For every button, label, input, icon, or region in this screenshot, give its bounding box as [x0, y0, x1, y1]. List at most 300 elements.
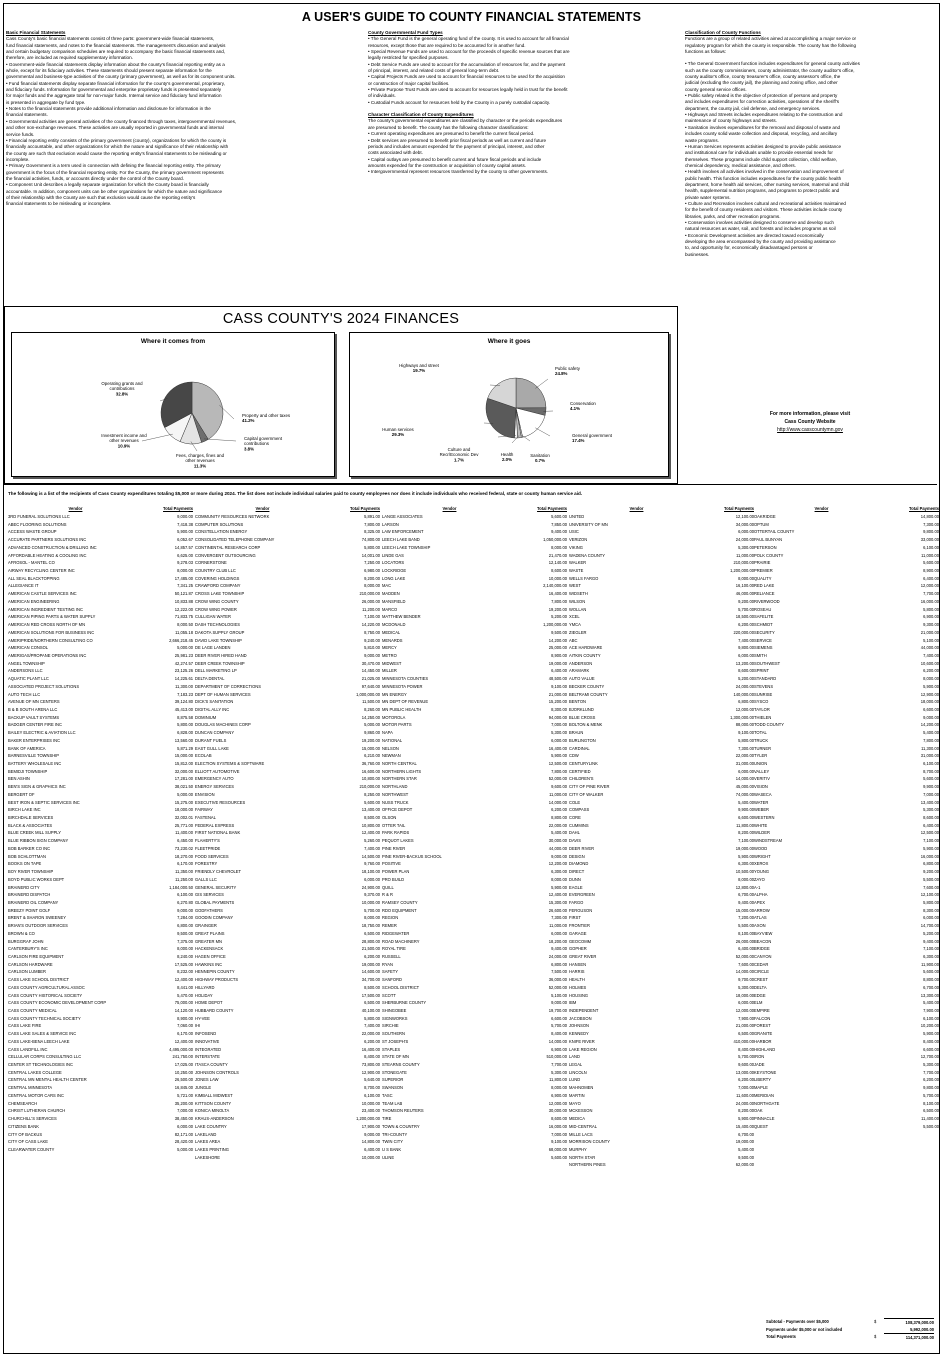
vendor-name: IBM: [569, 1000, 577, 1006]
vendor-name: BERGERT OF: [8, 791, 35, 797]
vendor-amount: 5,600.00: [923, 560, 939, 566]
vendor-row: [754, 953, 939, 961]
vendor-amount: 8,800.00: [923, 977, 939, 983]
vendor-row: [569, 806, 754, 814]
vendor-name: HARRIS: [569, 969, 585, 975]
pie-label: Operating grants and: [101, 381, 143, 386]
vendor-amount: 9,600.00: [738, 1062, 754, 1068]
vendor-amount: 5,000.00: [364, 722, 380, 728]
vendor-row: [569, 899, 754, 907]
vendor-row: [195, 999, 380, 1007]
vendor-row: [8, 961, 193, 969]
vendor-row: [195, 621, 380, 629]
vendor-amount: 6,700.00: [738, 892, 754, 898]
vendor-amount: 10,200.00: [920, 1023, 939, 1029]
vendor-amount: 6,600.00: [923, 1046, 939, 1052]
vendor-row: [754, 528, 939, 536]
vendor-row: [382, 930, 567, 938]
revenue-chart-panel: [11, 332, 335, 477]
vendor-name: GRAINGER: [195, 923, 217, 929]
vendor-amount: 5,700.00: [551, 1023, 567, 1029]
vendor-name: SERVICE: [754, 637, 772, 643]
vendor-amount: 10,500.00: [735, 869, 754, 875]
vendor-name: QUALITY: [754, 575, 772, 581]
fund-types-body: [368, 36, 673, 106]
vendor-row: [754, 637, 939, 645]
vendor-name: FLAHERTY'S: [195, 838, 220, 844]
text-line: the financial activities, funds, or accounts directly under the control of the County board.: [6, 175, 184, 181]
vendor-column-4: [569, 506, 754, 1169]
vendor-name: FOREST: [754, 1023, 771, 1029]
vendor-amount: 14,000.00: [548, 1038, 567, 1044]
vendor-row: [195, 1046, 380, 1054]
vendor-name: LARSON: [382, 521, 399, 527]
vendor-name: TRUCK: [754, 737, 769, 743]
vendor-amount: 5,800.00: [364, 544, 380, 550]
vendor-row: [754, 930, 939, 938]
vendor-row: [754, 629, 939, 637]
vendor-amount: 8,250.00: [364, 791, 380, 797]
vendor-row: [569, 1154, 754, 1162]
vendor-amount: 1,050,000.00: [543, 537, 567, 543]
vendor-name: DELL MARKETING LP: [195, 668, 237, 674]
vendor-name: VIKING: [569, 544, 583, 550]
vendor-amount: 1,184,000.50: [169, 884, 193, 890]
vendor-amount: 25,000.00: [548, 645, 567, 651]
vendor-row: [569, 930, 754, 938]
pie-label: 32.8%: [115, 391, 129, 397]
vendor-amount: 7,700.00: [551, 1062, 567, 1068]
vendor-amount: 12,900.00: [361, 1069, 380, 1075]
vendor-name: GIS SERVICES: [195, 892, 224, 898]
vendor-name: AXON: [754, 923, 766, 929]
vendor-amount: 8,400.00: [551, 1031, 567, 1037]
vendor-row: [8, 606, 193, 614]
vendor-row: [195, 582, 380, 590]
vendor-row: [195, 876, 380, 884]
vendor-amount: 73,230.02: [174, 845, 193, 851]
vendor-name: LEECH LAKE BAND: [382, 537, 420, 543]
vendor-row: [195, 783, 380, 791]
pie-label: 29.3%: [391, 432, 405, 438]
vendor-name: CASS COUNTY MEDICAL: [8, 1008, 57, 1013]
vendor-amount: 44,000.00: [920, 645, 939, 651]
vendor-row: [569, 1100, 754, 1108]
vendor-name: STATE OF MN: [382, 1054, 409, 1060]
vendor-amount: 12,900.00: [920, 691, 939, 697]
vendor-amount: 8,750.00: [364, 629, 380, 635]
text-line: • Debt services are presumed to benefit prior fiscal periods as well as current and future: [368, 137, 547, 143]
functions-body: [685, 61, 935, 258]
vendor-name: BAYVIEW: [754, 930, 773, 936]
vendor-name: DOMINIUM: [195, 714, 217, 720]
vendor-amount: 6,200.00: [923, 668, 939, 674]
vendor-name: SAFELITE: [754, 614, 774, 620]
vendor-amount: 7,400.00: [738, 637, 754, 643]
vendor-amount: 2,666,218.45: [169, 637, 193, 643]
vendor-row: [195, 945, 380, 953]
vendor-amount: 5,800.00: [177, 722, 193, 728]
vendor-name: EMPIRE: [754, 1008, 770, 1013]
text-line: private water systems.: [685, 194, 731, 200]
vendor-row: [754, 1030, 939, 1038]
vendor-amount: 6,000.00: [551, 737, 567, 743]
vendor-row: [382, 775, 567, 783]
vendor-name: MILLE LACS: [569, 1131, 593, 1137]
vendor-row: [8, 667, 193, 675]
vendor-row: [569, 968, 754, 976]
vendor-amount: 62,000.00: [735, 1162, 754, 1168]
vendor-amount: 40,100.00: [361, 1008, 380, 1013]
vendor-amount: 73,800.00: [361, 1062, 380, 1068]
vendor-name: EMERGENCY AUTO: [195, 776, 234, 782]
pie-label: Fees, charges, fines and: [175, 453, 225, 458]
vendor-row: [569, 791, 754, 799]
vendor-amount: 220,000.00: [733, 629, 754, 635]
vendor-name: ANGEL TOWNSHIP: [8, 660, 45, 666]
vendor-name: MN DEPT OF REVENUE: [382, 699, 429, 705]
vendor-row: [382, 1100, 567, 1108]
pie-label: 41.2%: [242, 418, 255, 424]
vendor-name: SAFETY: [382, 969, 398, 975]
vendor-row: [754, 714, 939, 722]
more-info-text: For more information, please visit: [769, 411, 851, 417]
vendor-row: [8, 513, 193, 521]
vendor-row: [195, 891, 380, 899]
vendor-amount: 5,600.00: [923, 969, 939, 975]
vendor-row: [382, 876, 567, 884]
vendor-row: [195, 1030, 380, 1038]
vendor-amount: 6,200.00: [738, 1077, 754, 1083]
vendor-name: JADE: [754, 1062, 765, 1068]
vendor-name: CEDAR: [754, 961, 769, 967]
text-line: of individuals.: [368, 93, 396, 99]
vendor-row: [382, 721, 567, 729]
vendor-amount: 6,270.80: [177, 899, 193, 905]
vendor-amount: 9,000.00: [177, 514, 193, 519]
vendor-row: [382, 567, 567, 575]
vendor-name: DEER CREEK TOWNSHIP: [195, 660, 245, 666]
vendor-name: WILSON: [569, 598, 586, 604]
vendor-amount: 11,300.00: [921, 745, 939, 751]
vendor-amount: 7,300.00: [551, 915, 567, 921]
vendor-row: [8, 1092, 193, 1100]
vendor-amount: 5,600.00: [923, 776, 939, 782]
vendor-name: BEACON: [754, 938, 772, 944]
vendor-name: CASS COUNTY AGRICULTURAL ASSOC: [8, 984, 85, 990]
vendor-amount: 8,500.00: [364, 815, 380, 821]
vendor-name: LAKES PRINTING: [195, 1146, 229, 1152]
vendor-name: HOLMES: [569, 984, 587, 990]
vendor-name: NORTHERN STAR: [382, 776, 417, 782]
vendor-row: [382, 1146, 567, 1154]
vendor-name: BAKER ENTERPRISES INC: [8, 737, 61, 743]
vendor-amount: 8,000.00: [738, 575, 754, 581]
vendor-name: GREAT PLAINS: [195, 930, 225, 936]
vendor-row: [8, 637, 193, 645]
vendor-name: DE LAGE LANDEN: [195, 645, 231, 651]
vendor-row: [754, 683, 939, 691]
vendor-amount: 19,000.00: [735, 1139, 754, 1145]
vendor-amount: 18,200.00: [548, 938, 567, 944]
vendor-row: [8, 521, 193, 529]
vendor-name: AITKIN COUNTY: [569, 652, 601, 658]
vendor-name: HIGHWAY PRODUCTS: [195, 977, 239, 983]
vendor-amount: 17,500.00: [361, 992, 380, 998]
vendor-name: RYAN: [382, 961, 393, 967]
vendor-amount: 23,400.00: [361, 1108, 380, 1114]
website-link[interactable]: http://www.casscountymn.gov: [777, 427, 843, 433]
vendor-row: [382, 899, 567, 907]
vendor-name: CARLSON HARDWARE: [8, 961, 53, 967]
vendor-amount: 5,100.00: [923, 637, 939, 643]
text-line: maintenance of county highways and streets.: [685, 118, 777, 124]
vendor-name: MINNESOTA COUNTIES: [382, 676, 429, 682]
vendor-row: [195, 714, 380, 722]
vendor-row: [569, 752, 754, 760]
vendor-row: [754, 907, 939, 915]
vendor-amount: 22,000.00: [548, 822, 567, 828]
vendor-name: APEX: [754, 899, 765, 905]
vendor-name: HIGHLAND: [754, 1046, 776, 1052]
vendor-amount: 6,600.00: [738, 815, 754, 821]
vendor-name: DIGITAL ALLY INC: [195, 706, 230, 712]
text-line: • Component Unit describes a legally separate organization for which the County board is financially: [6, 182, 209, 188]
vendor-name: POSITIVE: [382, 861, 401, 867]
vendor-amount: 5,260.00: [364, 838, 380, 844]
vendor-name: SIRCHIE: [382, 1023, 399, 1029]
vendor-row: [195, 984, 380, 992]
vendor-name: LOCKRIDGE: [382, 568, 407, 574]
vendor-row: [754, 1107, 939, 1115]
vendor-row: [8, 876, 193, 884]
vendor-name: RIVERWOOD: [754, 598, 780, 604]
vendor-amount: 8,260.00: [364, 706, 380, 712]
text-line: • Human Services represents activities designed to provide public assistance: [685, 143, 842, 149]
vendor-name: CENTURYLINK: [569, 761, 598, 766]
pie-label: Highways and street: [399, 363, 439, 368]
vendor-name: MAC: [382, 583, 392, 589]
vendor-amount: 9,200.00: [738, 598, 754, 604]
vendor-name: ROSEAU: [754, 606, 772, 612]
vendor-amount: 6,900.00: [551, 1046, 567, 1052]
payment-totals: [754, 1318, 934, 1341]
vendor-row: [754, 1015, 939, 1023]
vendor-row: [195, 938, 380, 946]
vendor-row: [8, 660, 193, 668]
vendor-row: [8, 536, 193, 544]
vendor-row: [569, 575, 754, 583]
text-line: libraries, parks, and other recreation programs.: [685, 213, 781, 219]
finances-title: CASS COUNTY'S 2024 FINANCES: [222, 311, 460, 327]
vendor-name: POWER PLAN: [382, 869, 410, 875]
vendor-row: [8, 1100, 193, 1108]
vendor-row: [8, 745, 193, 753]
fund-types-heading: County Governmental Fund Types: [368, 30, 443, 35]
vendor-amount: 4,495,000.00: [169, 1046, 193, 1052]
vendor-row: [8, 814, 193, 822]
vendor-amount: 46,000.00: [735, 591, 754, 597]
text-line: governmental and business-type activities of the county (primary government), as well as for its component units.: [6, 74, 236, 80]
vendor-amount: 5,800.00: [923, 606, 939, 612]
pie-label: Property and other taxes: [242, 413, 291, 418]
vendor-amount: 8,700.00: [364, 1085, 380, 1091]
vendor-name: KEYSTONE: [754, 1069, 777, 1075]
vendor-row: [8, 791, 193, 799]
text-line: • Public safety related is the objective of protection of persons and property: [685, 93, 838, 99]
vendor-amount: 7,400.00: [364, 1023, 380, 1029]
vendor-row: [569, 521, 754, 529]
text-line: • The General Fund is the general operating fund of the county. It is used to account for all financial: [368, 36, 569, 42]
vendor-amount: 7,900.00: [738, 1015, 754, 1021]
vendor-name: MANSFIELD: [382, 598, 406, 604]
vendor-name: USIC: [569, 529, 579, 535]
vendor-name: MOTOROLA: [382, 714, 406, 720]
vendor-amount: 8,100.00: [738, 930, 754, 936]
vendor-amount: 5,300.00: [551, 730, 567, 736]
vendor-name: SCHMIDT: [754, 622, 773, 628]
vendor-name: BROWN & CO: [8, 930, 35, 936]
vendor-name: GREAT RIVER: [569, 953, 597, 959]
vendor-row: [8, 1069, 193, 1077]
vendor-name: THIELEN: [754, 714, 772, 720]
vendor-name: AMERICAN INGREDIENT TESTING INC: [8, 606, 83, 612]
vendor-name: RUSSELL: [382, 953, 401, 959]
vendor-name: CDW: [569, 753, 579, 759]
vendor-row: [754, 922, 939, 930]
vendor-row: [754, 899, 939, 907]
vendor-amount: 5,800.00: [364, 1015, 380, 1021]
vendor-row: [569, 675, 754, 683]
vendor-name: RED LAKE: [754, 583, 775, 589]
vendor-name: SIEMENS: [754, 645, 773, 651]
text-line: The county's governmental expenditures are classified by character or the periods expenditures: [368, 118, 563, 124]
vendor-amount: 8,700.00: [923, 768, 939, 774]
vendor-amount: 9,278.03: [177, 560, 193, 566]
vendor-name: FRIENDLY CHEVROLET: [195, 869, 242, 875]
vendor-name: ELLIOTT AUTOMOTIVE: [195, 768, 240, 774]
vendor-name: MN ENERGY: [382, 691, 407, 697]
vendor-name: GOPHER: [569, 946, 587, 952]
vendor-amount: 7,700.00: [923, 1069, 939, 1075]
vendor-amount: 510,000.00: [546, 1054, 567, 1060]
vendor-name: WILDER: [754, 830, 770, 836]
vendor-row: [569, 667, 754, 675]
vendor-amount: 6,800.00: [923, 861, 939, 867]
vendor-amount: 23,125.26: [174, 668, 193, 674]
vendor-name: COMPUTER SOLUTIONS: [195, 521, 244, 527]
vendor-row: [382, 613, 567, 621]
text-line: • Highways and Streets includes expenditures relating to the construction and: [685, 112, 843, 118]
vendor-row: [382, 1069, 567, 1077]
vendor-name: ACE HARDWARE: [569, 645, 603, 651]
vendor-amount: 9,800.00: [923, 529, 939, 535]
text-line: fund financial statements, and notes to the financial statements. The management's discussion and analysis: [6, 42, 226, 48]
vendor-amount: 11,000.00: [549, 923, 567, 929]
vendor-name: AUTO VALUE: [569, 676, 595, 682]
vendor-name: ROYAL TIRE: [382, 946, 406, 952]
vendor-row: [569, 868, 754, 876]
vendor-row: [8, 799, 193, 807]
vendor-row: [195, 575, 380, 583]
vendor-amount: 26,000.00: [361, 598, 380, 604]
vendor-name: TOTAL: [754, 730, 767, 736]
vendor-row: [195, 884, 380, 892]
vendor-name: TYLER: [754, 753, 768, 759]
vendor-amount: 32,000.00: [174, 768, 193, 774]
vendor-row: [382, 683, 567, 691]
vendor-amount: 11,800.00: [736, 822, 754, 828]
vendor-name: FIRST NATIONAL BANK: [195, 830, 241, 836]
vendor-name: TOWN & COUNTRY: [382, 1123, 420, 1129]
vendor-name: CASS LANDFILL INC: [8, 1046, 48, 1052]
vendor-name: BOB SCHLOTTMAN: [8, 853, 46, 859]
vendor-amount: 5,100.00: [551, 992, 567, 998]
vendor-name: GODFATHERS: [195, 907, 223, 913]
vendor-amount: 15,200.00: [548, 699, 567, 705]
vendor-row: [569, 1076, 754, 1084]
vendor-name: WASECA: [754, 791, 772, 797]
vendor-name: YOUNG: [754, 869, 770, 875]
vendor-row: [382, 837, 567, 845]
vendor-row: [754, 521, 939, 529]
vendor-amount: 8,200.00: [738, 1108, 754, 1114]
vendor-amount: 9,100.00: [738, 730, 754, 736]
vendor-name: COLE: [569, 799, 581, 805]
vendor-amount: 71,833.75: [174, 614, 193, 620]
text-line: chemical dependency, medical assistance, and others.: [685, 162, 796, 168]
vendor-name: CENTRAL LAKES COLLEGE: [8, 1069, 62, 1075]
text-line: and other non-exchange revenues. These activities are usually reported in governmental funds and internal: [6, 125, 224, 131]
vendor-row: [754, 513, 939, 521]
vendor-row: [569, 914, 754, 922]
text-line: incomplete.: [6, 156, 30, 162]
vendor-row: [382, 1123, 567, 1131]
vendor-amount: 19,200.00: [548, 606, 567, 612]
vendor-row: [8, 729, 193, 737]
vendor-name: JUNGLE: [195, 1085, 212, 1091]
vendor-name: BANK OF AMERICA: [8, 745, 46, 751]
vendor-name: HOUSING: [569, 992, 589, 998]
vendor-row: [8, 544, 193, 552]
vendor-amount: 14,200.00: [548, 637, 567, 643]
vendor-amount: 8,000.50: [177, 622, 193, 628]
vendor-amount: 5,500.00: [923, 876, 939, 882]
vendor-row: [382, 1076, 567, 1084]
vendor-amount: 97,640.00: [361, 683, 380, 689]
vendor-amount: 9,500.00: [551, 629, 567, 635]
vendor-name: BOLTON & MENK: [569, 722, 603, 728]
vendor-name: ULINE: [382, 1154, 395, 1160]
vendor-row: [754, 968, 939, 976]
vendor-row: [569, 814, 754, 822]
vendor-row: [382, 590, 567, 598]
vendor-amount: 9,400.00: [551, 529, 567, 535]
vendor-row: [195, 706, 380, 714]
vendor-amount: 52,000.00: [548, 776, 567, 782]
vendor-name: COMMUNITY RESOURCES NETWORK: [195, 514, 270, 519]
vendor-amount: 5,700.00: [923, 1092, 939, 1098]
vendor-row: [382, 1107, 567, 1115]
vendor-row: [8, 675, 193, 683]
vendor-amount: 5,721.00: [177, 1092, 193, 1098]
vendor-row: [382, 652, 567, 660]
vendor-name: RIDGEWATER: [382, 930, 410, 936]
vendor-amount: 7,800.00: [551, 598, 567, 604]
vendor-row: [8, 1015, 193, 1023]
vendor-row: [195, 899, 380, 907]
text-line: and fiduciary funds. Information for governmental and enterprise proprietary funds is presented separately: [6, 87, 222, 93]
